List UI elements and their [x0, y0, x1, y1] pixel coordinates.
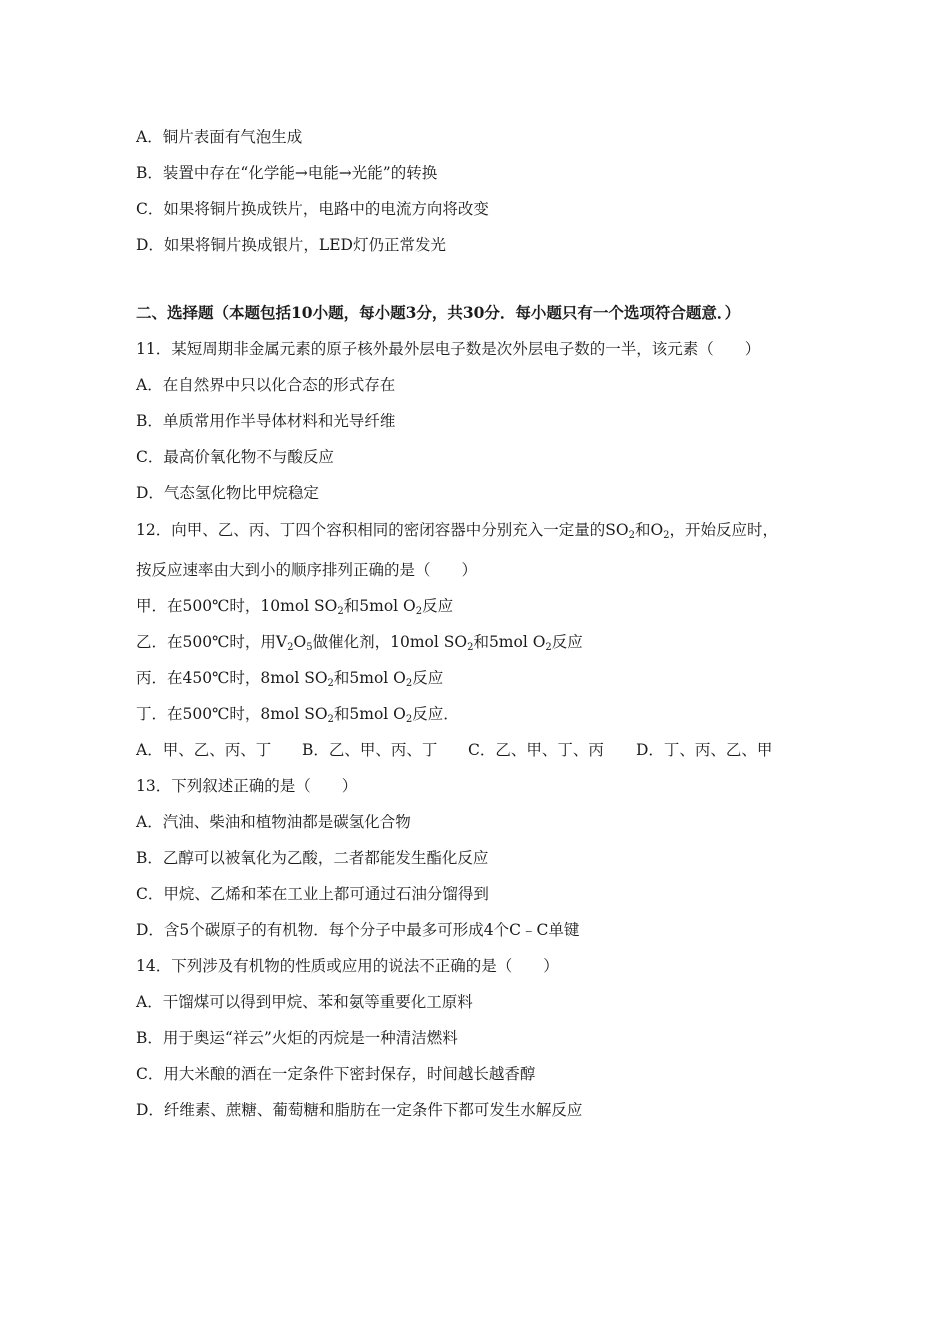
q12-stem-line1	[136, 520, 778, 540]
q11-option-c: C．最高价氧化物不与酸反应	[136, 448, 334, 466]
condition-text: 甲．在500℃时，10mol SO	[136, 597, 338, 615]
q14-option-d: D．纤维素、蔗糖、葡萄糖和脂肪在一定条件下都可发生水解反应	[136, 1101, 583, 1119]
q12-option-c: C．乙、甲、丁、丙	[468, 741, 604, 759]
q12-stem-text-b: 和O	[634, 521, 664, 539]
subscript: 2	[405, 678, 413, 689]
q14-option-b: B．用于奥运“祥云”火炬的丙烷是一种清洁燃料	[136, 1029, 458, 1047]
q12-stem-line2: 按反应速率由大到小的顺序排列正确的是（ ）	[136, 561, 478, 579]
subscript: 2	[327, 678, 334, 689]
q13-option-d: D．含5个碳原子的有机物．每个分子中最多可形成4个C﹣C单键	[136, 921, 580, 939]
q12-condition-bing	[136, 668, 443, 688]
condition-text: 做催化剂，10mol SO	[312, 633, 468, 651]
q12-option-a: A．甲、乙、丙、丁	[136, 741, 272, 759]
q14-option-a: A．干馏煤可以得到甲烷、苯和氨等重要化工原料	[136, 993, 473, 1011]
condition-text: 和5mol O	[343, 597, 416, 615]
q12-option-b: B．乙、甲、丙、丁	[302, 741, 438, 759]
condition-text: 丁．在500℃时，8mol SO	[136, 705, 328, 723]
q12-options-row	[136, 740, 772, 760]
subscript: 2	[628, 530, 635, 541]
prev-option-a: A．铜片表面有气泡生成	[136, 128, 303, 146]
prev-option-c: C．如果将铜片换成铁片，电路中的电流方向将改变	[136, 200, 489, 218]
condition-text: 反应	[422, 597, 454, 615]
prev-option-d: D．如果将铜片换成银片，LED灯仍正常发光	[136, 236, 446, 254]
condition-text: 丙．在450℃时，8mol SO	[136, 669, 328, 687]
q12-stem-text-c: ，开始反应时，	[669, 521, 779, 539]
subscript: 2	[405, 714, 413, 725]
q11-stem: 11．某短周期非金属元素的原子核外最外层电子数是次外层电子数的一半，该元素（ ）	[136, 340, 761, 358]
condition-text: 反应．	[412, 705, 459, 723]
condition-text: 和5mol O	[473, 633, 546, 651]
q14-stem: 14．下列涉及有机物的性质或应用的说法不正确的是（ ）	[136, 957, 559, 975]
subscript: 2	[287, 642, 294, 653]
q11-option-a: A．在自然界中只以化合态的形式存在	[136, 376, 396, 394]
subscript: 2	[337, 606, 344, 617]
q12-option-d: D．丁、丙、乙、甲	[636, 741, 773, 759]
subscript: 5	[306, 642, 313, 653]
condition-text: 和5mol O	[333, 669, 406, 687]
subscript: 2	[467, 642, 474, 653]
q12-condition-ding	[136, 704, 459, 724]
q12-condition-yi	[136, 632, 583, 652]
q13-option-c: C．甲烷、乙烯和苯在工业上都可通过石油分馏得到	[136, 885, 489, 903]
subscript: 2	[327, 714, 334, 725]
condition-text: 反应	[412, 669, 444, 687]
condition-text: O	[293, 633, 307, 651]
q12-condition-jia	[136, 596, 453, 616]
subscript: 2	[415, 606, 423, 617]
subscript: 2	[545, 642, 552, 653]
section-heading: 二、选择题（本题包括10小题，每小题3分，共30分．每小题只有一个选项符合题意．）	[136, 303, 741, 322]
condition-text: 和5mol O	[333, 705, 406, 723]
subscript: 2	[663, 530, 670, 541]
prev-option-b: B．装置中存在“化学能→电能→光能”的转换	[136, 164, 438, 182]
q14-option-c: C．用大米酿的酒在一定条件下密封保存，时间越长越香醇	[136, 1065, 536, 1083]
q13-option-b: B．乙醇可以被氧化为乙酸，二者都能发生酯化反应	[136, 849, 489, 867]
condition-text: 乙．在500℃时，用V	[136, 633, 288, 651]
q11-option-d: D．气态氢化物比甲烷稳定	[136, 484, 319, 502]
q11-option-b: B．单质常用作半导体材料和光导纤维	[136, 412, 396, 430]
q12-stem-text-a: 12．向甲、乙、丙、丁四个容积相同的密闭容器中分别充入一定量的SO	[136, 521, 629, 539]
q13-stem: 13．下列叙述正确的是（ ）	[136, 777, 358, 795]
q13-option-a: A．汽油、柴油和植物油都是碳氢化合物	[136, 813, 411, 831]
condition-text: 反应	[551, 633, 583, 651]
